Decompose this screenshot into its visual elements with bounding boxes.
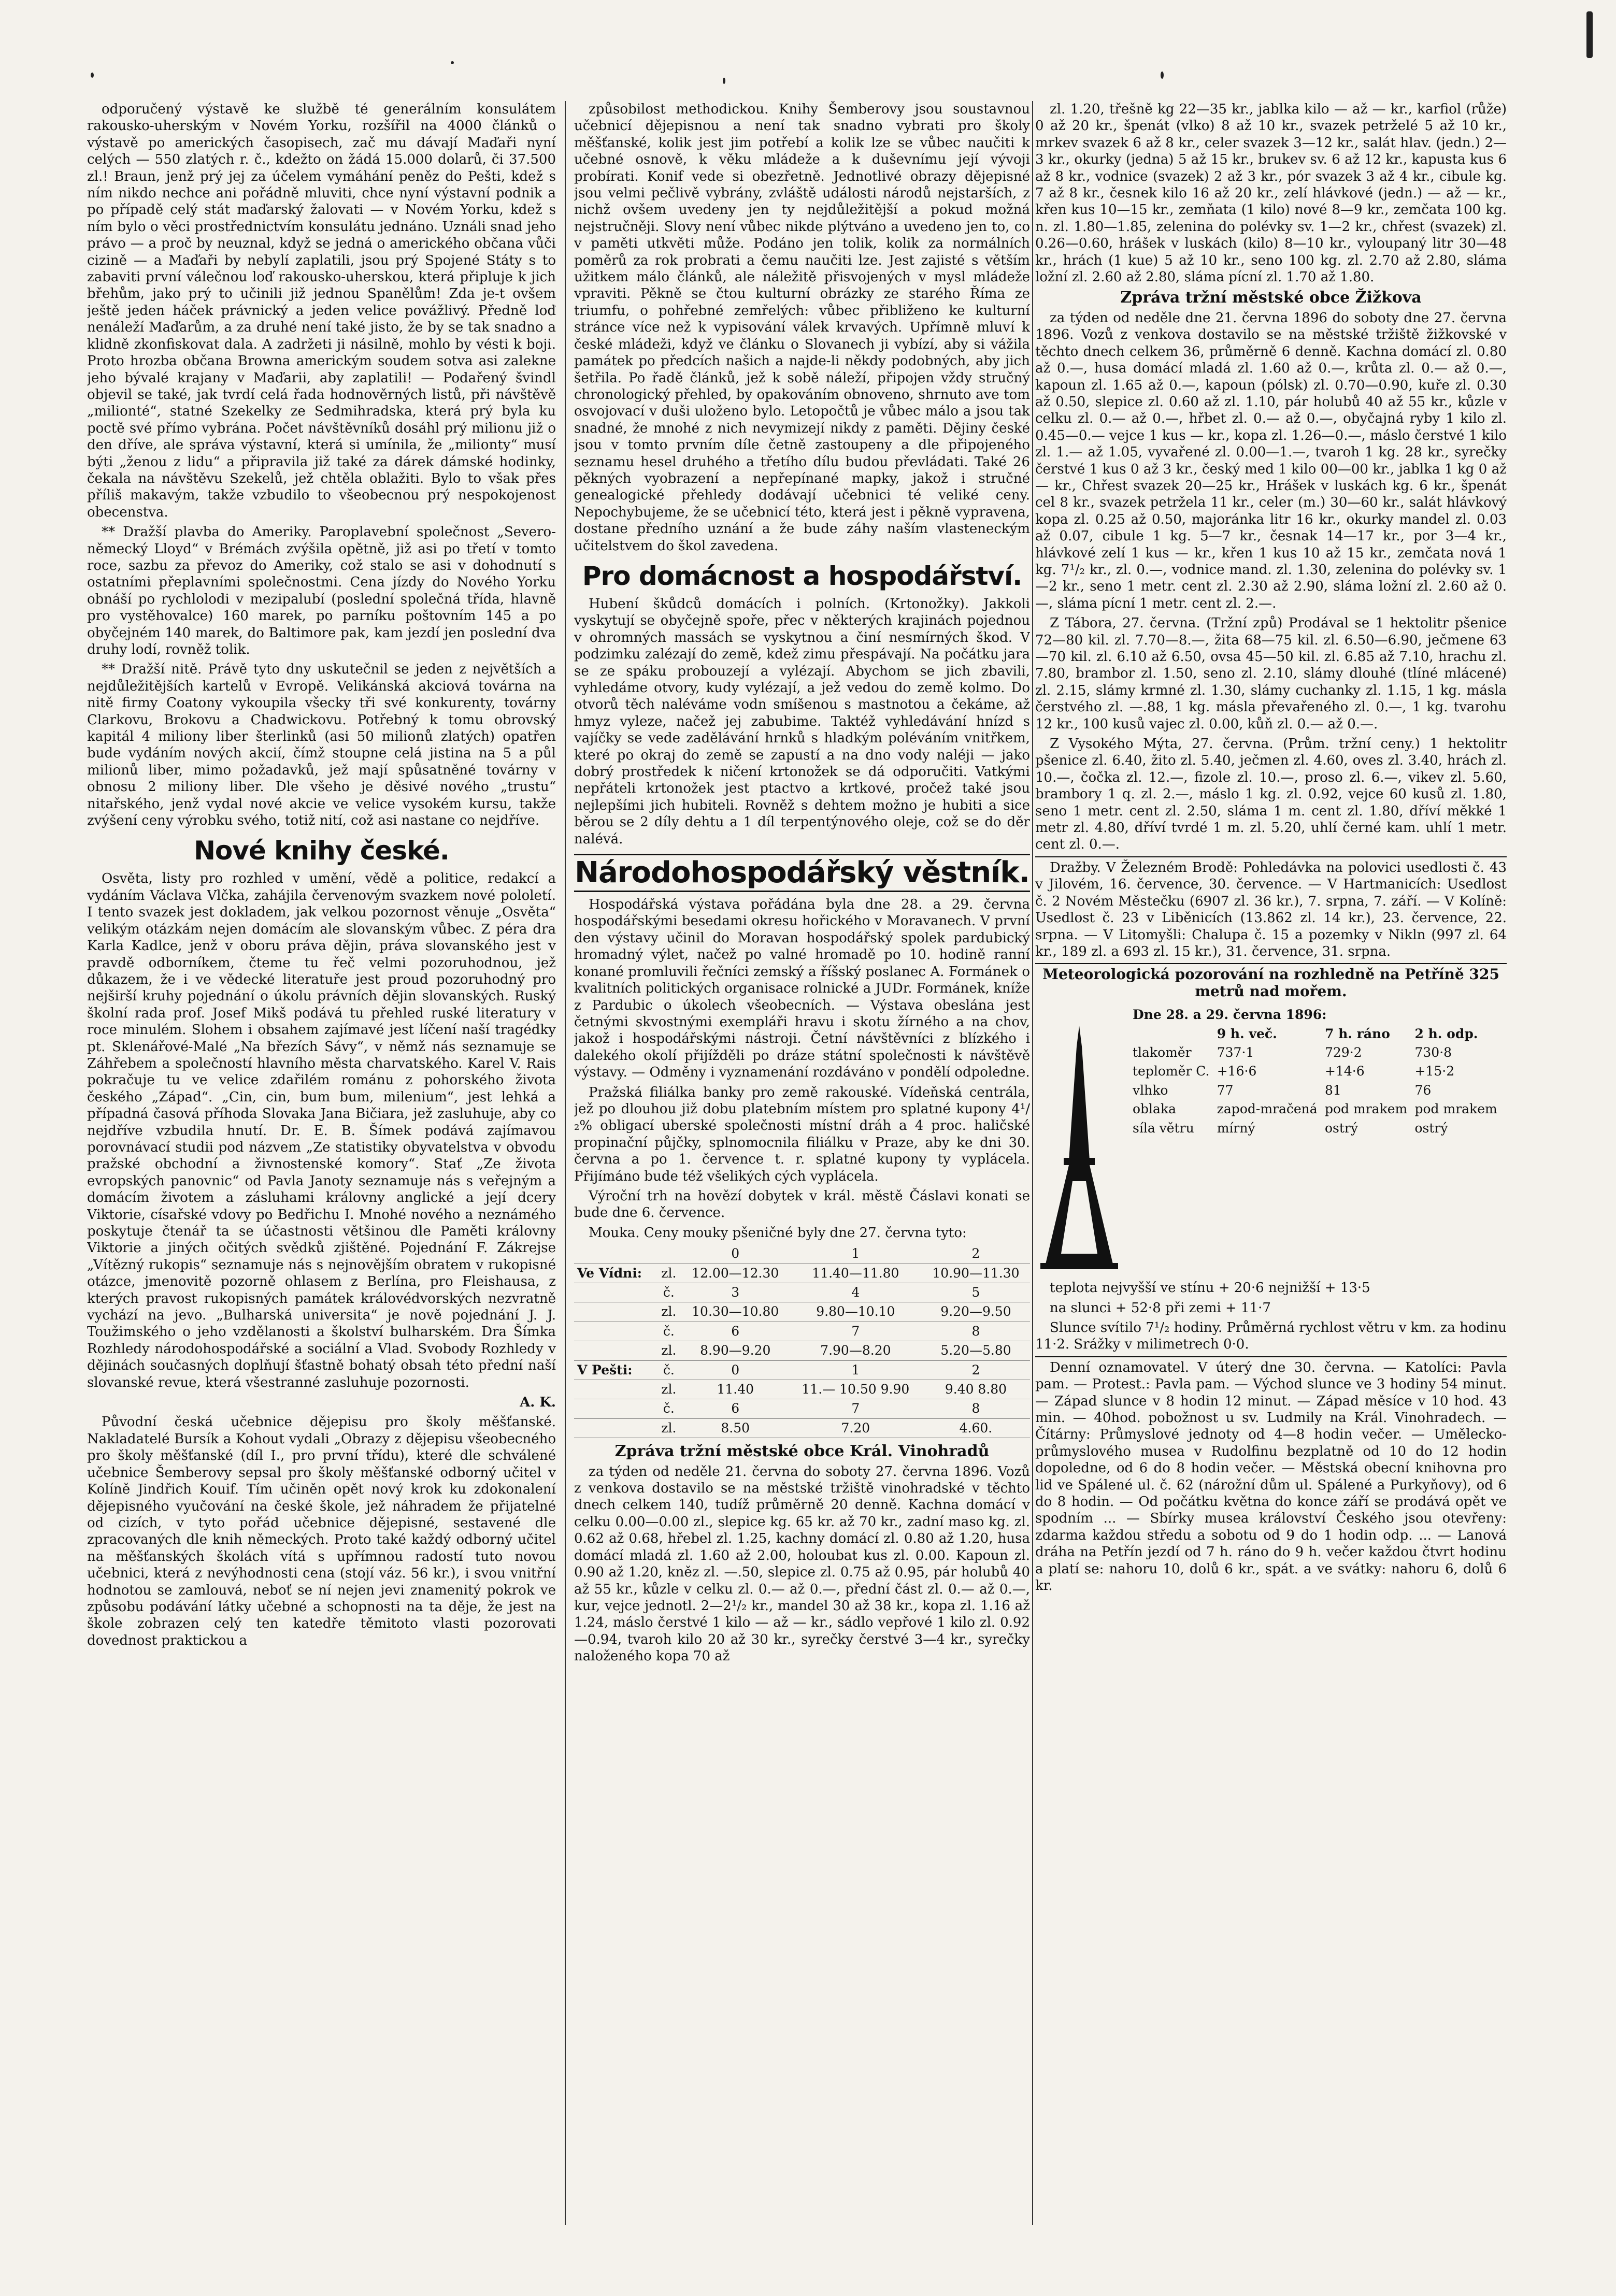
article-paragraph: ** Dražší nitě. Právě tyto dny uskutečnil se jeden z největších a nejdůležitějších kartelů v Evropě. Velikánská akciová továrna na nitě firmy Coatony vykoupila všecky tři své konkurenty, továrny Clarkovu, Brokovu a Chadwickovu. Potřebný k tomu obrovský kapitál 4 miliony liber šterlinků (asi 50 milionů zlatých) opatřen bude vydáním nových akcií, čímž stoupne celá jistina na 5 a půl milionů liber, mimo požadavků, jež mají spůsatněné továrny v obnosu 2 miliony liber. Dle všeho je děsivé nového „trustu“ nitařského, jenž vydal nové akcie ve velice vysokém kursu, takže zvýšení ceny výrobku svého, totiž nití, což asi nastane co nejdříve. bbox=[87, 662, 556, 829]
table-cell: 8.50 bbox=[681, 1418, 790, 1438]
table-cell: +14·6 bbox=[1325, 1064, 1365, 1079]
column-rule bbox=[1032, 101, 1033, 2225]
table-cell: 729·2 bbox=[1325, 1044, 1362, 1060]
table-cell: 11.40 bbox=[681, 1380, 790, 1399]
column-1 bbox=[87, 101, 556, 2225]
table-cell: pod mrakem bbox=[1325, 1101, 1408, 1117]
table-cell: V Pešti: bbox=[574, 1360, 656, 1380]
table-cell: oblaka bbox=[1133, 1101, 1177, 1117]
table-cell: 730·8 bbox=[1414, 1044, 1452, 1060]
table-cell: 8 bbox=[922, 1322, 1030, 1341]
table-cell: č. bbox=[656, 1399, 681, 1418]
table-cell bbox=[574, 1418, 656, 1438]
table-cell bbox=[574, 1244, 656, 1264]
table-cell: 9.40 8.80 bbox=[922, 1380, 1030, 1399]
table-cell bbox=[656, 1244, 681, 1264]
article-paragraph: ** Dražší plavba do Ameriky. Paroplavební společnost „Severo-německý Lloyd“ v Brémách zvýšila opětně, již asi po třetí v tomto roce, sazbu za převoz do Ameriky, což stalo se asi v dohodnutí s ostatními přeplavními společnostmi. Cena jízdy do Nového Yorku obnáší po rychlolodi v mezipalubí (poslední společná třída, hlavně pro vystěhovalce) 160 marek, po parníku poštovním 145 a po obyčejném 140 marek, do Baltimore pak, kam jezdí jen poslední dva druhy lodí, rovněž tolik. bbox=[87, 524, 556, 657]
table-cell: 6 bbox=[681, 1399, 790, 1418]
table-cell: 737·1 bbox=[1217, 1044, 1254, 1060]
article-paragraph: Hubení škůdců domácích i polních. (Krtonožky). Jakkoli vyskytují se obyčejně spoře, přec v některých krajinách pojednou v ohromných massách se vyskytnou a činí nesmírných škod. V podzimku zalézají do země, kdež zimu přespávají. Na počátku jara se ze spáku probouzejí a vylézají. Abychom se jich zbavili, vyhledáme otvory, kudy vylézají, a jež vedou do země kolmo. Do otvorů těch naléváme vodn smíšenou s mastnotou a čekáme, až hmyz vyleze, načež jej zabubime. Taktéž vyhledávání hnízd s vajíčky se vede zadělávání hrnků s hladkým poléváním vnitřkem, které po okraj do země se zapustí a na dno vody naléji — jako dobrý prostředek k ničení krtonožek se dá odporučiti. Vatkými nepřáteli krtonožek jest ptactvo a krtkové, pročež také jsou nejlepšími jich hubiteli. Rovněž s dehtem možno je hubiti a sice běrou se 2 díly dehtu a 1 díl terpentýnového oleje, což se do děr nalévá. bbox=[574, 596, 1030, 847]
table-row bbox=[1129, 1044, 1500, 1061]
table-cell: 7.90—8.20 bbox=[790, 1341, 922, 1360]
table-row bbox=[574, 1341, 1030, 1360]
table-cell: 2 h. odp. bbox=[1414, 1026, 1478, 1041]
table-cell: teploměr C. bbox=[1133, 1064, 1210, 1079]
article-paragraph: Hospodářská výstava pořádána byla dne 28. a 29. června hospodářskými besedami okresu hořického v Moravanech. V první den výstavy učinil do Moravan hospodářský spolek pardubický hromadný výlet, načež po valné hromadě po 10. hodině ranní konané promluvili řečníci zemský a říšský poslanec A. Formánek o kvalitních politických organisace rolnické a JUDr. Formánek, kníže z Pardubic o úkolech všeobecních. — Výstava obeslána jest četnými skvostnými exempláři hravu i skotu žírného a na chov, jakož i hospodářskými nástroji. Četní návštěvníci z blízkého i dalekého okolí přijížděli po dráze státní společnosti k návštěvě výstavy. — Odměny i vyznamenání rozdáváno v pondělí odpoledne. bbox=[574, 897, 1030, 1081]
meteo-table bbox=[1128, 1005, 1501, 1138]
table-cell: 10.90—11.30 bbox=[922, 1264, 1030, 1283]
article-signature: A. K. bbox=[520, 1395, 556, 1411]
table-cell: +16·6 bbox=[1217, 1064, 1257, 1079]
ink-speck bbox=[91, 73, 94, 78]
article-paragraph: za týden od neděle 21. června do soboty 27. června 1896. Vozů z venkova dostavilo se na městské tržiště vinohradské v těchto dnech celkem 140, tudíž průměrně 20 denně. Kachna domácí v celku 0.00—0.00 zl., slepice kg. 65 kr. až 70 kr., zadní maso kg. zl. 0.62 až 0.68, hřebel zl. 1.25, kachny domácí zl. 0.80 až 1.20, husa domácí mladá zl. 1.60 až 2.00, holoubat kus zl. 0.00. Kapoun zl. 0.90 až 1.20, kněz zl. —.50, slepice zl. 0.75 až 0.95, pár holubů 40 až 55 kr., kůzle v celku zl. 0.— až 0.—, přední část zl. 0.— až 0.—, kur, vejce jednotl. 2—2¹/₂ kr., mandel 30 až 38 kr., kopa zl. 1.16 až 1.24, máslo čerstvé 1 kilo — až — kr., sádlo vepřové 1 kilo zl. 0.92—0.94, tvaroh kilo 20 až 30 kr., syrečky čerstvé 3—4 kr., syrečky naloženého kopa 70 až bbox=[574, 1463, 1030, 1664]
table-cell: 2 bbox=[922, 1244, 1030, 1264]
table-cell: zl. bbox=[656, 1418, 681, 1438]
table-cell bbox=[574, 1302, 656, 1322]
table-cell: 11.— 10.50 9.90 bbox=[790, 1380, 922, 1399]
meteo-extra: teplota nejvyšší ve stínu + 20·6 nejnižší + 13·5 bbox=[1050, 1280, 1370, 1296]
ink-speck bbox=[723, 78, 725, 84]
table-cell: ostrý bbox=[1325, 1120, 1358, 1136]
table-cell: 81 bbox=[1325, 1082, 1341, 1098]
article-paragraph: Dražby. V Železném Brodě: Pohledávka na polovici usedlosti č. 43 v Jilovém, 16. července, 30. července. — V Hartmanicích: Usedlost č. 2 Novém Městečku (6907 zl. 36 kr.), 7. srpna, 7. září. — V Kolíně: Usedlost č. 23 v Liběnicích (13.862 zl. 14 kr.), 23. července, 22. srpna. — V Litomyšli: Chalupa č. 15 a pozemky v Nikln (997 zl. 64 kr., 189 zl. a 693 zl. 15 kr.), 31. července, 31. srpna. bbox=[1035, 856, 1507, 960]
meteo-date: Dne 28. a 29. června 1896: bbox=[1133, 1007, 1327, 1023]
table-cell: 77 bbox=[1217, 1082, 1234, 1098]
table-cell: 5 bbox=[922, 1283, 1030, 1302]
table-row bbox=[1129, 1082, 1500, 1099]
table-cell: +15·2 bbox=[1414, 1064, 1455, 1079]
article-paragraph: Původní česká učebnice dějepisu pro školy měšťanské. Nakladatelé Bursík a Kohout vydali „Obrazy z dějepisu všeobecného pro školy měšťanské (díl I., pro první třídu), které dle schválené učebnice Šemberovy sepsal pro školy měšťanské odborný učitel v Kolíně Jindřich Kouif. Tím učiněn opět nový krok ku zdokonalení dějepisného vyučování na české škole, jež náhradem že přijatelné od cizích, v tyto pořád učebnice dějepisné, sestavené dle zpracovaných dle knih německých. Proto také každý odborný učitel na měšťanských školách vítá s upřímnou radostí tuto novou učebnici, která z nevýhodnosti cena (stojí váz. 56 kr.), i svou vnitřní hodnotou se zamlouvá, neboť se ní nejen jevi znamenitý pokrok ve způsobu podávání látky učebné a schopnosti na ta děje, že jest na škole zobrazen celý ten katedře těmitoto vlasti pozorovati dovednost praktickou a bbox=[87, 1414, 556, 1648]
table-cell: 1 bbox=[790, 1360, 922, 1380]
table-cell: 5.20—5.80 bbox=[922, 1341, 1030, 1360]
table-cell: zl. bbox=[656, 1341, 681, 1360]
table-row bbox=[574, 1264, 1030, 1283]
article-paragraph: Osvěta, listy pro rozhled v umění, vědě a politice, redakcí a vydáním Václava Vlčka, zahájila červenovým svazkem nové pololetí. I tento svazek jest dokladem, jak velkou pozornost věnuje „Osvěta“ velikým otázkám nejen domácím ale slovanským vůbec. Z péra dra Karla Kadlce, jenž v oboru práva dějin, práva slovanského jest v pravdě odborníkem, čteme tu řeč velmi pozoruhodnou, jež důkazem, že i ve vědecké literatuře jest proud pozoruhodný pro nejširší kruhy pojednání o úkolu právních dějin slovanských. Ruský školní rada prof. Josef Mikš podává tu přehled ruské literatury v roce minulém. Slohem i obsahem zajímavé jest líčení naší tragédky pt. Sklenářové-Malé „Na březích Sávy“, v němž nás seznamuje se Záhřebem a společností hlavního města charvatského. Karel V. Rais pokračuje tu ve velice zdařilém románu z pohorského života českého „Západ“. „Cin, cin, bum bum, milenium“, jest lehká a případná časová příhoda Slovaka Jana Bičiara, jež zasluhuje, aby co nejdříve vzbudila hnutí. Dr. E. B. Šímek podává zajímavou porovnávací studii pod názvem „Ze statistiky obyvatelstva v obvodu pražské obchodní a živnostenské komory“. Stať „Ze života evropských panovnic“ od Pavla Janoty seznamuje nás s veřejným a domácím životem a zásluhami královny anglické a její dcery Viktorie, císařské vdovy po Bedřichu I. Mnohé nového a neznámého poskytuje čtenář ta se účastnosti většinou dle Paměti královny Viktorie a jiných očitých svědků zjištěné. Pojednání F. Zákrejse „Vítězný rukopis“ seznamuje nás s nejnovějším obratem v rukopisné otázce, jmenovitě pozorně ohlasem z Berlína, pro Fleishausa, z kterých pravost rukopisných památek královédvorských nezvratně vychází na jevo. „Bulharská universita“ je nově pojednání J. J. Toužimského o jeho vzdělanosti a školství bulharském. Dra Šímka Rozhledy národohospodářské a sociální a Vlad. Svobody Rozhledy v dějinách současných doplňují šťastně bohatý obsah této přední naší slovanské revue, která všestranné zasluhuje pozornosti. bbox=[87, 871, 556, 1390]
article-paragraph: zl. 1.20, třešně kg 22—35 kr., jablka kilo — až — kr., karfiol (růže) 0 až 20 kr., špenát (vlko) 8 až 10 kr., svazek petrželé 5 až 10 kr., mrkev svazek 6 až 8 kr., celer svazek 3—12 kr., salát hlav. (jedn.) 2—3 kr., okurky (jedna) 5 až 15 kr., brukev sv. 6 až 12 kr., kapusta kus 6 až 8 kr., vodnice (svazek) 2 až 3 kr., pór svazek 3 až 4 kr., cibule kg. 7 až 8 kr., česnek kilo 16 až 20 kr., zelí hlávkové (jedn.) — až — kr., křen kus 10—15 kr., zemňata (1 kilo) nové 8—9 kr., zemčata 100 kg. n. zl. 1.80—1.85, zelenina do polévky sv. 1—2 kr., chřest (svazek) zl. 0.26—0.60, hrášek v luskách (kilo) 8—10 kr., vyloupaný litr 30—48 kr., hrách (1 kue) 5 až 10 kr., seno 100 kg. zl. 2.70 až 2.80, sláma ložní zl. 2.60 až 2.80, sláma pícní zl. 1.70 až 1.80. bbox=[1035, 102, 1507, 285]
table-cell: pod mrakem bbox=[1414, 1101, 1497, 1117]
table-cell: 7 bbox=[790, 1322, 922, 1341]
table-cell: zl. bbox=[656, 1264, 681, 1283]
table-cell: síla větru bbox=[1133, 1120, 1194, 1136]
table-cell: 12.00—12.30 bbox=[681, 1264, 790, 1283]
table-header-row bbox=[1129, 1025, 1500, 1043]
table-cell bbox=[574, 1380, 656, 1399]
table-cell: 8.90—9.20 bbox=[681, 1341, 790, 1360]
table-cell bbox=[1129, 1025, 1213, 1043]
table-cell bbox=[574, 1322, 656, 1341]
table-cell: 76 bbox=[1414, 1082, 1432, 1098]
column-3 bbox=[1035, 101, 1507, 2225]
petrin-tower-illustration bbox=[1040, 1026, 1118, 1269]
table-cell: 7 h. ráno bbox=[1325, 1026, 1390, 1041]
table-row bbox=[1129, 1120, 1500, 1137]
table-cell bbox=[574, 1283, 656, 1302]
article-paragraph: odporučený výstavě ke službě té generálním konsulátem rakousko-uherským v Novém Yorku, rozšířil na 4000 článků o výstavě po amerických časopisech, zač mu dávají Maďaři nyní celých — 550 zlatých r. č., kdežto on žádá 15.000 dolarů, či 37.500 zl.! Braun, jenž prý jej za účelem vymáhání peněz do Pešti, kdež s ním nikdo nechce ani pořádně mluviti, chce nyní výstavní podnik a po případě celý stát maďarský žalovati — v Novém Yorku, kdež s ním bylo o věci prostřednictvím konsulátu jednáno. Uználi snad jeho právo — a proč by neuznal, když se jedná o amerického občana vůči cizině — a Maďaři by nebylí zaplatili, jsou prý Spojené Státy s to zabaviti první válečnou loď rakousko-uherskou, která připluje k jich břehům, jako prý to učinili již jednou Spanělům! Zda je-t ovšem ještě jeden háček právnický a jeden velice povážlivý. Předně loď nenáleží Maďarům, a za druhé není také jisto, že by se tak snadno a klidně zkonfiskovat dala. A zadržeti ji násilně, mohlo by vésti k boji. Proto hrozba občana Browna americkým soudem sotva asi zalekne jeho bývalé krajany v Maďarii, aby zaplatili! — Podařený švindl objevil se také, jak tvrdí celá řada hodnověrných listů, při návštěvě „milionté“, statné Szekelky ze Sedmihradska, která prý byla ku poctě své přímo vybrána. Počet návštěvníků dosáhl prý milionu již o den dříve, ale správa výstavní, která si umínila, že „milionty“ musí býti „ženou z lidu“ a připravila již také za dárek dámské hodinky, čekala na návštěvu Szekelů, jež chtěla oblažiti. Bylo to však přes příliš makavým, takže vzbudilo to všeobecnou prý nespokojenost obecenstva. bbox=[87, 102, 556, 520]
article-paragraph: Pražská filiálka banky pro země rakouské. Vídeňská centrála, jež po dlouhou již dobu platebním místem pro splatné kupony 4¹/₂% obligací uberské společnosti místní dráh a 4 proc. haličské propinační půjčky, splnomocnila filiálku v Praze, aby ke dni 30. června a po 1. července t. r. splatné kupony ty vyplácela. Přijímáno bude též všelikých cých vyplácela. bbox=[574, 1084, 1030, 1184]
article-paragraph: Výroční trh na hovězí dobytek v král. městě Čáslavi konati se bude dne 6. července. bbox=[574, 1188, 1030, 1221]
table-cell: 0 bbox=[681, 1360, 790, 1380]
table-header-row bbox=[574, 1244, 1030, 1264]
table-cell: mírný bbox=[1217, 1120, 1255, 1136]
ink-speck bbox=[1161, 71, 1164, 79]
article-paragraph: způsobilost methodickou. Knihy Šemberovy jsou soustavnou učebnicí dějepisnou a není tak snadno vybrati pro školy měšťanské, kolik jest jim potřebí a kolik lze se vůbec naučiti k učebné osnově, k věku mládeže a k duševnímu její vývoji probírati. Konif vede si obezřetně. Jednotlivé obrazy dějepisné jsou velmi pečlivě vybrány, zvláště události národů nejstarších, z nichž ovšem uvedeny jen ty nejdůležitější a pokud možná nejstručněji. Slovy není vůbec nikde plýtváno a uvedeno jen to, co v paměti utkvěti může. Podáno jen tolik, kolik za normálních poměrů za rok probrati a čemu naučiti lze. Jest zajisté s větším užitkem málo článků, ale náležitě přisvojených v mysl mládeže vpraviti. Pěkně se čtou kulturní obrázky ze starého Říma ze triumfu, o pohřebné zemřelých: vůbec přibliženo ke kulturní stránce více než k vypisování válek krvavých. Upřímně mluví k české mládeži, když ve článku o Slovanech ji vybízí, aby si vážila památek po předcích našich a najde-li někdy podobných, aby jich šetřila. Po řadě článků, jež k sobě náleží, připojen vždy stručný chronologický přehled, by opakováním obnoveno, shrnuto ave tom osvojovací v duši uloženo bylo. Letopočtů je vůbec málo a jsou tak snadné, že mnohé z nich nevymizejí nikdy z paměti. Dějiny české jsou v tomto prvním díle četně zastoupeny a dle připojeného seznamu hesel druhého a třetího dílu budou převládati. Také 26 pěkných vyobrazení a nepřepínané mapky, jakož i stručné genealogické přehledy dodávají učebnici té veliké ceny. Nepochybujeme, že se učebnicí této, která jest i pěkně vypravena, dostane předního uznání a že bude záhy naším vlasteneckým učitelstvem do škol zavedena. bbox=[574, 102, 1030, 554]
flour-price-table bbox=[574, 1244, 1030, 1438]
table-cell: 10.30—10.80 bbox=[681, 1302, 790, 1322]
table-cell: 8 bbox=[922, 1399, 1030, 1418]
ink-speck bbox=[451, 61, 454, 64]
table-row bbox=[574, 1380, 1030, 1399]
flour-intro: Mouka. Ceny mouky pšeničné byly dne 27. června tyto: bbox=[589, 1225, 967, 1241]
table-cell: 9.20—9.50 bbox=[922, 1302, 1030, 1322]
table-cell: zl. bbox=[656, 1380, 681, 1399]
table-cell: 3 bbox=[681, 1283, 790, 1302]
table-row bbox=[574, 1322, 1030, 1341]
table-cell: 4 bbox=[790, 1283, 922, 1302]
section-heading: Pro domácnost a hospodářství. bbox=[582, 561, 1022, 591]
column-2 bbox=[574, 101, 1030, 2225]
column-rule bbox=[565, 101, 566, 2225]
article-paragraph: Z Vysokého Mýta, 27. června. (Prům. tržní ceny.) 1 hektolitr pšenice zl. 6.40, žito zl. 5.40, ječmen zl. 4.60, oves zl. 3.40, hrách zl. 10.—, čočka zl. 12.—, fizole zl. 10.—, proso zl. 6.—, vikev zl. 5.60, brambory 1 q. zl. 2.—, máslo 1 kg. zl. 0.92, vejce 60 kusů zl. 1.80, seno 1 metr. cent zl. 2.50, sláma 1 m. cent zl. 1.80, dříví měkké 1 metr zl. 4.80, dříví tvrdé 1 m. zl. 5.20, uhlí černé kam. uhlí 1 metr. cent zl. 0.—. bbox=[1035, 736, 1507, 853]
table-cell: č. bbox=[656, 1322, 681, 1341]
meteo-extra: na slunci + 52·8 při zemi + 11·7 bbox=[1050, 1300, 1271, 1316]
meteo-heading: Meteorologická pozorování na rozhledně na Petříně 325 metrů nad mořem. bbox=[1035, 963, 1507, 1000]
table-row bbox=[1129, 1100, 1500, 1118]
table-cell: zapod-mračená bbox=[1217, 1101, 1318, 1117]
table-cell: ostrý bbox=[1414, 1120, 1448, 1136]
table-row bbox=[574, 1399, 1030, 1418]
table-cell bbox=[574, 1341, 656, 1360]
section-heading: Národohospodářský věstník. bbox=[574, 854, 1030, 892]
table-row bbox=[574, 1360, 1030, 1380]
section-heading: Nové knihy české. bbox=[194, 836, 449, 866]
table-cell bbox=[574, 1399, 656, 1418]
table-cell: 11.40—11.80 bbox=[790, 1264, 922, 1283]
table-cell: 0 bbox=[681, 1244, 790, 1264]
table-cell: č. bbox=[656, 1283, 681, 1302]
table-row bbox=[574, 1302, 1030, 1322]
table-cell: 7 bbox=[790, 1399, 922, 1418]
table-cell: 4.60. bbox=[922, 1418, 1030, 1438]
table-cell: Ve Vídni: bbox=[574, 1264, 656, 1283]
table-row bbox=[1129, 1063, 1500, 1080]
table-cell: č. bbox=[656, 1360, 681, 1380]
meteo-block bbox=[1035, 1005, 1507, 1274]
table-cell: zl. bbox=[656, 1302, 681, 1322]
table-row bbox=[574, 1283, 1030, 1302]
market-heading: Zpráva tržní městské obce Žižkova bbox=[1120, 289, 1422, 307]
table-cell: 7.20 bbox=[790, 1418, 922, 1438]
market-heading: Zpráva tržní městské obce Král. Vinohradů bbox=[614, 1442, 990, 1461]
article-paragraph: Z Tábora, 27. června. (Tržní způ) Prodával se 1 hektolitr pšenice 72—80 kil. zl. 7.70—8.—, žita 68—75 kil. zl. 6.50—6.90, ječmene 63—70 kil. zl. 6.10 až 6.50, ovsa 45—50 kil. zl. 6.85 až 7.10, hrachu zl. 7.80, brambor zl. 1.50, seno zl. 2.10, slámy dlouhé (tlíné mlácené) zl. 2.15, slámy krmné zl. 1.30, slámy cuchanky zl. 1.15, 1 kg. másla čerstvého zl. —.88, 1 kg. másla převařeného zl. 0.—, 1 kg. tvarohu 12 kr., 100 kusů vajec zl. 0.00, kůň zl. 0.— až 0.—. bbox=[1035, 615, 1507, 732]
table-cell: 6 bbox=[681, 1322, 790, 1341]
meteo-extra: Slunce svítilo 7¹/₂ hodiny. Průměrná rychlost větru v km. za hodinu 11·2. Srážky v milimetrech 0·0. bbox=[1035, 1319, 1507, 1353]
table-cell: tlakoměr bbox=[1133, 1044, 1192, 1060]
ink-speck bbox=[1586, 11, 1593, 58]
article-paragraph: Denní oznamovatel. V úterý dne 30. června. — Katolíci: Pavla pam. — Protest.: Pavla pam. — Východ slunce ve 3 hodiny 54 minut. — Západ slunce v 8 hodin 12 minut. — Západ měsíce v 10 hod. 43 min. — 40hod. pobožnost u sv. Ludmily na Král. Vinohradech. — Čítárny: Průmyslové jednoty od 4—8 hodin večer. — Umělecko-průmyslového musea v Rudolfinu bezplatně od 10 do 12 hodin dopoledne, od 6 do 8 hodin večer. — Městská obecní knihovna pro lid ve Spálené ul. č. 62 (nárožní dům ul. Spálené a Purkyňovy), od 6 do 8 hodin. — Od počátku května do konce září se prodává opět ve spodním ... — Sbírky musea království Českého jsou otevřeny: zdarma každou středu a sobotu od 9 do 1 hodin odp. ... — Lanová dráha na Petřín jezdí od 7 h. ráno do 9 h. večer každou čtvrt hodinu a platí se: nahoru 10, dolů 6 kr., spát. a ve svátky: nahoru 6, dolů 6 kr. bbox=[1035, 1356, 1507, 1595]
table-row bbox=[574, 1418, 1030, 1438]
table-cell: 2 bbox=[922, 1360, 1030, 1380]
table-cell: vlhko bbox=[1133, 1082, 1168, 1098]
table-cell: 9 h. več. bbox=[1217, 1026, 1277, 1041]
table-cell: 9.80—10.10 bbox=[790, 1302, 922, 1322]
table-cell: 1 bbox=[790, 1244, 922, 1264]
article-paragraph: za týden od neděle dne 21. června 1896 do soboty dne 27. června 1896. Vozů z venkova dostavilo se na městské tržiště žižkovské v těchto dnech celkem 36, průměrně 6 denně. Kachna domácí zl. 0.80 až 0.—, husa domácí mladá zl. 1.60 až 0.—, krůta zl. 0.— až 0.—, kapoun zl. 1.65 až 0.—, kapoun (pólsk) zl. 0.70—0.90, kuře zl. 0.30 až 0.50, slepice zl. 0.60 až zl. 1.10, pár holubů 40 až 55 kr., kůzle v celku zl. 0.— až 0.—, hřbet zl. 0.— až 0.—, obyčajná ryby 1 kilo zl. 0.45—0.— vejce 1 kus — kr., kopa zl. 1.26—0.—, máslo čerstvé 1 kilo zl. 1.— až 1.05, vyvařené zl. 0.00—1.—, tvaroh 1 kg. 28 kr., syrečky čerstvé 1 kus 0 až 3 kr., český med 1 kilo 00—00 kr., jablka 1 kg 0 až — kr., Chřest svazek 20—25 kr., Hrášek v luskách kg. 6 kr., špenát cel 8 kr., svazek petržela 11 kr., celer (m.) 30—60 kr., salát hlávkový kopa zl. 0.25 až 0.50, majoránka litr 16 kr., okurky mandel zl. 0.03 až 0.07, cibule 1 kg. 5—7 kr., česnak 14—17 kr., por 3—4 kr., hlávkové zelí 1 kus — kr., křen 1 kus 10 až 15 kr., zemčata nová 1 kg. 7¹/₂ kr., zl. 0.—, vodnice mand. zl. 1.30, zelenina do polévky sv. 1—2 kr., seno 1 metr. cent zl. 2.30 až 2.90, sláma ložní zl. 2.60 až 0.—, sláma pícní 1 metr. cent zl. 2.—. bbox=[1035, 310, 1507, 611]
